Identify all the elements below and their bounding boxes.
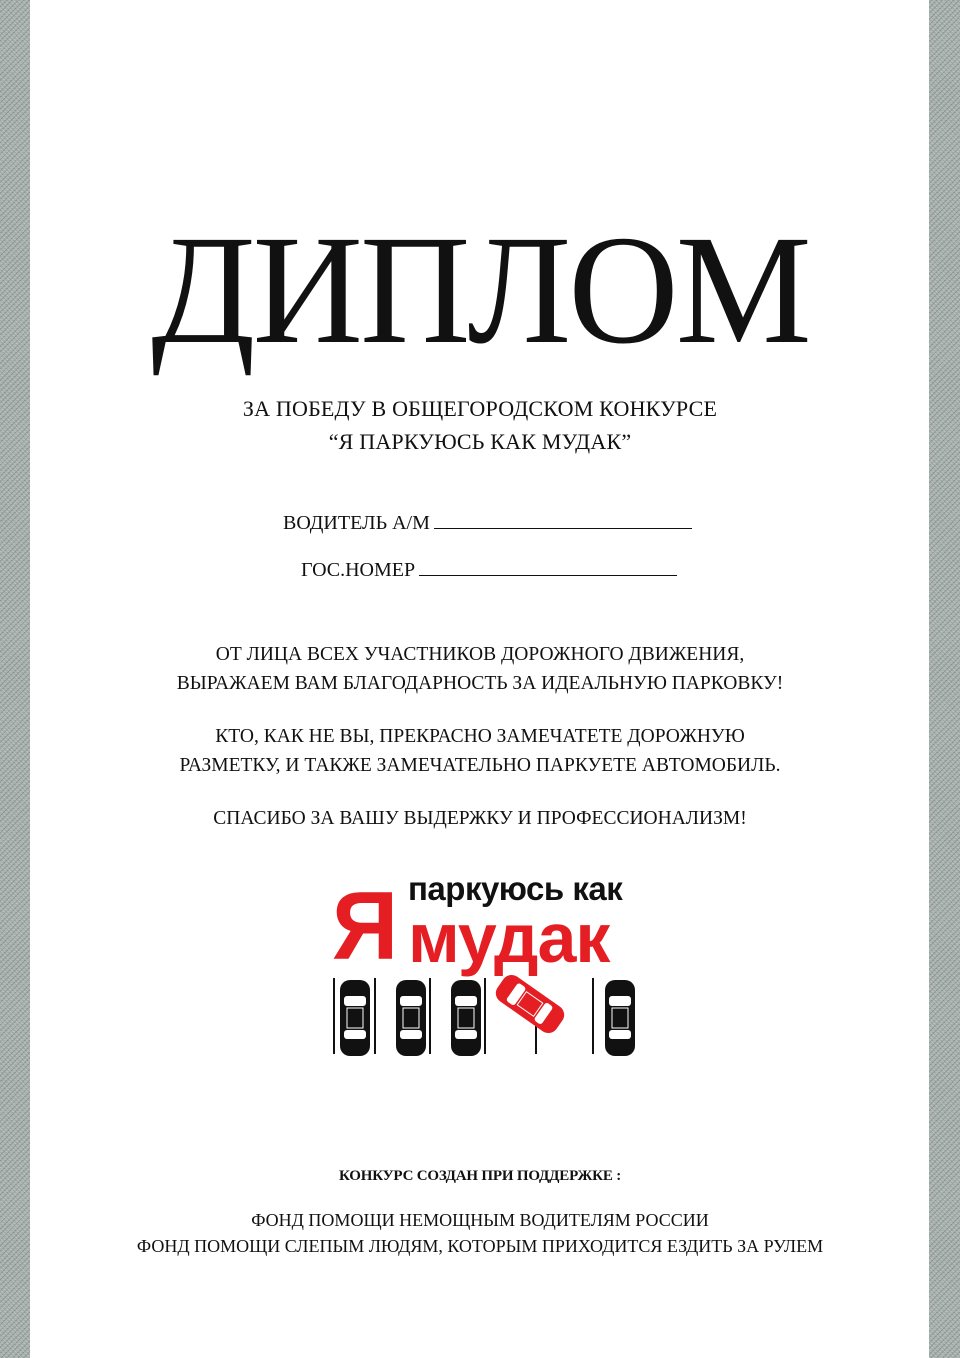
car-icon [451, 980, 481, 1056]
logo-small-text: паркуюсь как [408, 870, 623, 907]
logo-letter: Я [332, 872, 399, 980]
driver-blank-line[interactable] [434, 510, 692, 529]
car-icon [605, 980, 635, 1056]
body-p2-line-2: РАЗМЕТКУ, И ТАКЖЕ ЗАМЕЧАТЕЛЬНО ПАРКУЕТЕ АВТОМОБИЛЬ. [179, 755, 781, 776]
driver-label: ВОДИТЕЛЬ А/М [283, 512, 430, 534]
body-p2-line-1: КТО, КАК НЕ ВЫ, ПРЕКРАСНО ЗАМЕЧАТЕТЕ ДОРОЖНУЮ [215, 726, 745, 747]
body-p3: СПАСИБО ЗА ВАШУ ВЫДЕРЖКУ И ПРОФЕССИОНАЛИЗМ! [213, 808, 747, 829]
contest-logo [330, 870, 640, 1060]
support-title: КОНКУРС СОЗДАН ПРИ ПОДДЕРЖКЕ : [339, 1168, 621, 1184]
car-icon [396, 980, 426, 1056]
body-p1-line-1: ОТ ЛИЦА ВСЕХ УЧАСТНИКОВ ДОРОЖНОГО ДВИЖЕНИЯ, [215, 644, 745, 665]
support-line-2: ФОНД ПОМОЩИ СЛЕПЫМ ЛЮДЯМ, КОТОРЫМ ПРИХОДИТСЯ ЕЗДИТЬ ЗА РУЛЕМ [136, 1236, 824, 1256]
plate-blank-line[interactable] [419, 557, 677, 576]
logo-big-text: мудак [408, 899, 610, 977]
subtitle-line-2: “Я ПАРКУЮСЬ КАК МУДАК” [328, 429, 632, 454]
support-line-1: ФОНД ПОМОЩИ НЕМОЩНЫМ ВОДИТЕЛЯМ РОССИИ [251, 1210, 709, 1230]
parking-cars-icon [330, 970, 640, 1060]
red-car-icon [492, 971, 568, 1037]
diploma-title: ДИПЛОМ [151, 203, 809, 376]
car-icon [340, 980, 370, 1056]
subtitle-line-1: ЗА ПОБЕДУ В ОБЩЕГОРОДСКОМ КОНКУРСЕ [242, 396, 718, 421]
plate-field[interactable] [301, 557, 677, 582]
plate-label: ГОС.НОМЕР [301, 559, 416, 581]
driver-field[interactable] [283, 510, 692, 535]
body-p1-line-2: ВЫРАЖАЕМ ВАМ БЛАГОДАРНОСТЬ ЗА ИДЕАЛЬНУЮ ПАРКОВКУ! [176, 673, 784, 694]
